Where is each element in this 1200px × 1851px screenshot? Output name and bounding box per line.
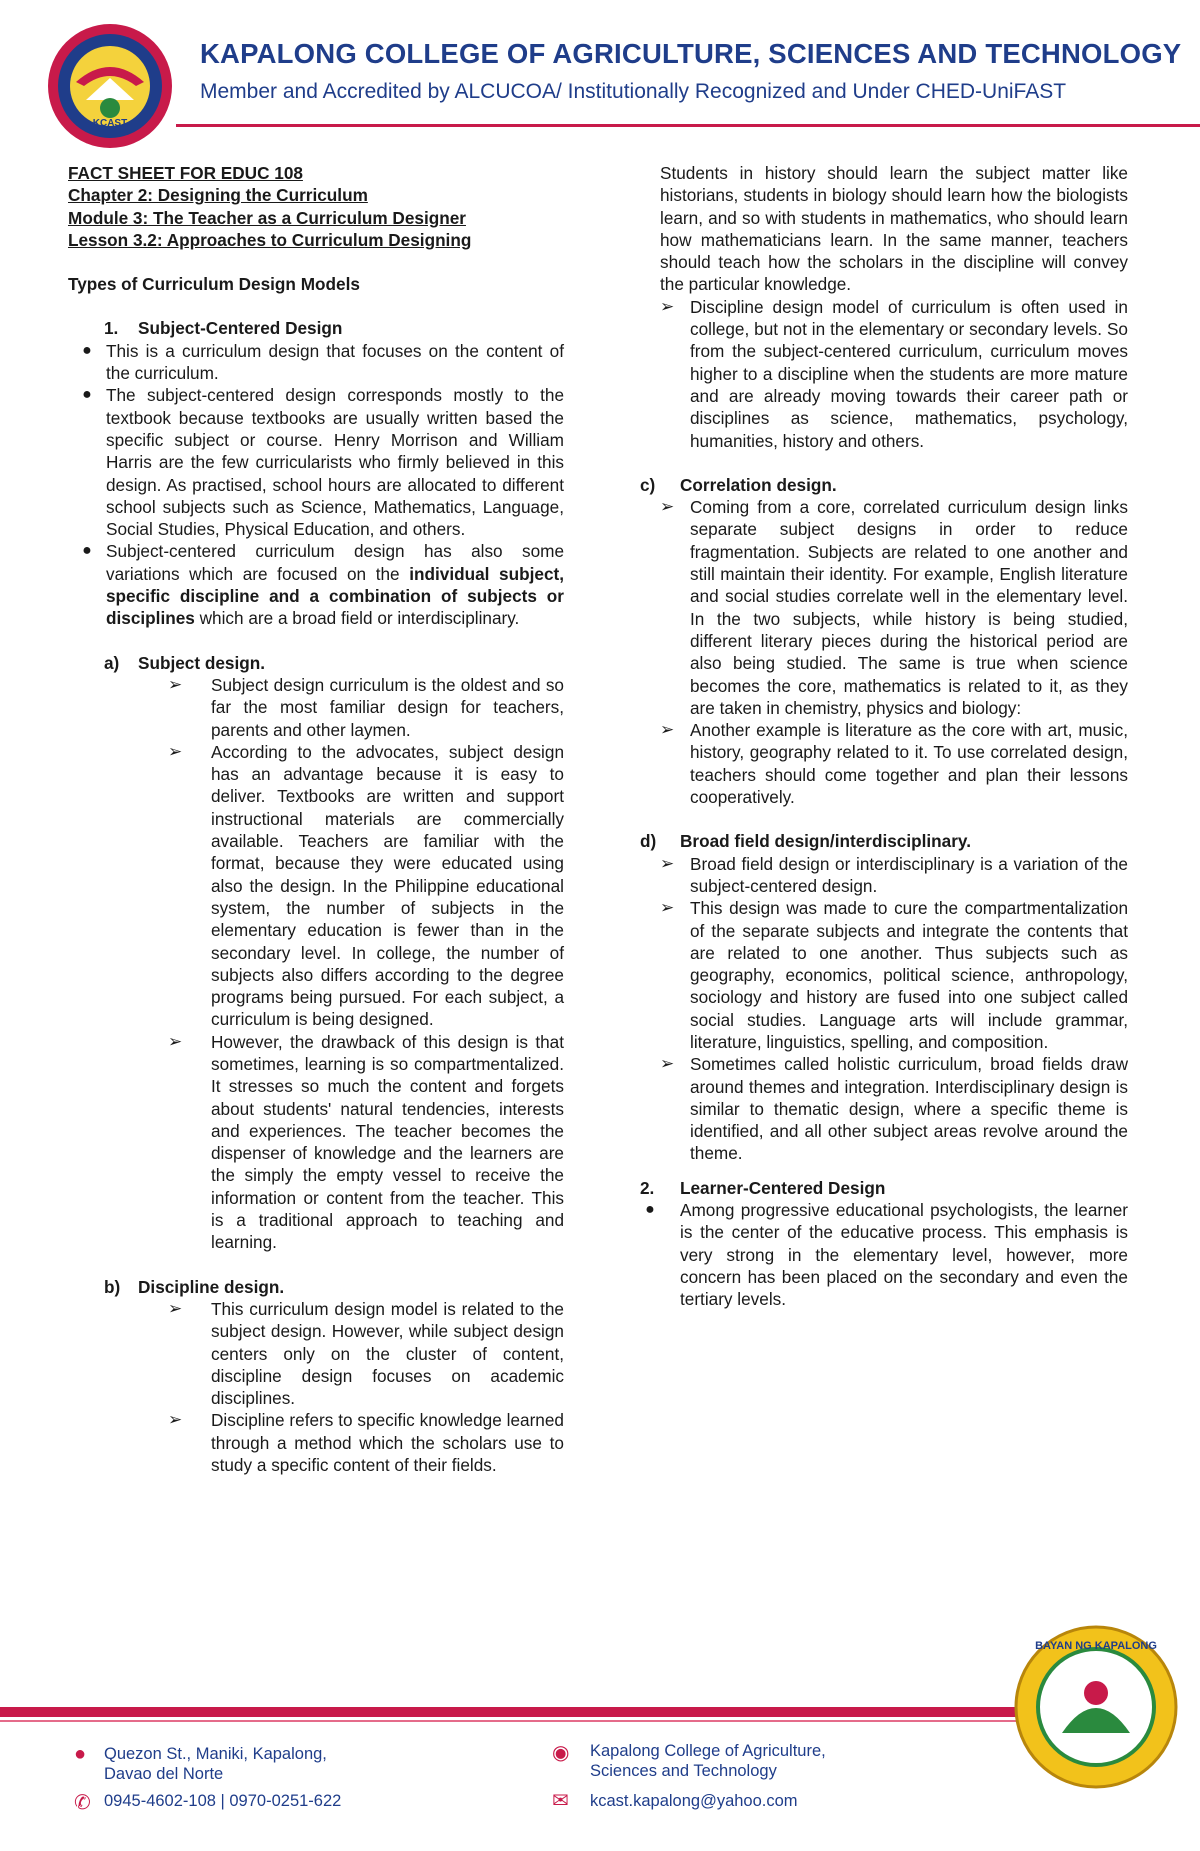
types-heading: Types of Curriculum Design Models <box>68 274 360 295</box>
logo-label: KCAST <box>92 118 128 129</box>
arrow-bullet-icon: ➢ <box>660 853 675 873</box>
address <box>104 1744 327 1784</box>
arrow-item <box>68 1409 564 1476</box>
subsection-title: Broad field design/interdisciplinary. <box>680 831 971 852</box>
school-accreditation: Member and Accredited by ALCUCOA/ Institutionally Recognized and Under CHED-UniFAST <box>200 80 1067 103</box>
lesson-title: Lesson 3.2: Approaches to Curriculum Designing <box>68 229 472 250</box>
section-learner-centered <box>640 1177 1128 1199</box>
facebook-page[interactable] <box>590 1741 826 1781</box>
footer-divider <box>0 1707 1020 1717</box>
bullet-item <box>640 1199 1128 1310</box>
subsection-subject-design <box>68 652 564 674</box>
arrow-text: This design was made to cure the compartmentalization of the separate subjects and integrate the contents that are related to one another. Thus subjects such as geography, economics, political science, anthropology, sociology and history are fused into one subject called social studies. Language arts will include grammar, literature, linguistics, spelling, and composition. <box>690 898 1128 1052</box>
subsection-marker: a) <box>104 652 120 673</box>
email-address[interactable]: kcast.kapalong@yahoo.com <box>590 1792 798 1810</box>
bullet-item <box>68 384 564 540</box>
arrow-bullet-icon: ➢ <box>660 497 675 517</box>
email-icon: ✉ <box>552 1790 569 1812</box>
arrow-item <box>68 1298 564 1409</box>
arrow-bullet-icon: ➢ <box>660 296 675 316</box>
address-line: Quezon St., Maniki, Kapalong, <box>104 1745 327 1763</box>
phone-icon: ✆ <box>74 1792 91 1814</box>
arrow-text: Discipline design model of curriculum is often used in college, but not in the elementary or secondary levels. So from the subject-centered curriculum, curriculum moves higher to a discipline when the students are more mature and are already moving towards their career path or disciplines as science, mathematics, psychology, humanities, history and others. <box>690 296 1128 451</box>
school-name: KAPALONG COLLEGE OF AGRICULTURE, SCIENCES AND TECHNOLOGY <box>200 38 1182 69</box>
facebook-line: Kapalong College of Agriculture, <box>590 1742 826 1760</box>
arrow-text: Another example is literature as the core with art, music, history, geography related to it. To use correlated design, teachers should come together and plan their lessons cooperatively. <box>690 720 1128 808</box>
arrow-bullet-icon: ➢ <box>660 720 675 740</box>
arrow-text: However, the drawback of this design is that sometimes, learning is so compartmentalized. It stresses so much the content and forgets about students' natural tendencies, interests and experiences. The teacher becomes the dispenser of knowledge and the learners are the simply the empty vessel to receive the information or content from the teacher. This is a traditional approach to teaching and learning. <box>211 1031 564 1253</box>
arrow-bullet-icon: ➢ <box>168 1298 183 1318</box>
arrow-item <box>660 719 1128 808</box>
page-header <box>0 0 1200 140</box>
arrow-bullet-icon: ➢ <box>168 1031 183 1051</box>
subsection-discipline-design <box>68 1276 564 1298</box>
subsection-marker: d) <box>640 831 657 852</box>
facebook-icon: ◉ <box>552 1742 570 1764</box>
header-divider <box>176 124 1200 127</box>
bullet-item <box>68 540 564 629</box>
facebook-line: Sciences and Technology <box>590 1762 777 1780</box>
arrow-text: Broad field design or interdisciplinary is a variation of the subject-centered design. <box>690 853 1128 896</box>
section-title: Learner-Centered Design <box>680 1177 886 1198</box>
arrow-bullet-icon: ➢ <box>168 1410 183 1430</box>
subsection-marker: c) <box>640 474 656 495</box>
arrow-item <box>660 1053 1128 1164</box>
arrow-item <box>68 1031 564 1254</box>
seal-text: BAYAN NG KAPALONG <box>1035 1640 1157 1652</box>
right-column <box>640 162 1128 1311</box>
section-number: 1. <box>104 318 119 339</box>
bullet-icon: ● <box>82 542 92 560</box>
section-title: Subject-Centered Design <box>138 318 343 339</box>
arrow-item <box>660 296 1128 452</box>
subsection-marker: b) <box>104 1276 121 1297</box>
arrow-bullet-icon: ➢ <box>168 741 183 761</box>
phone-numbers: 0945-4602-108 | 0970-0251-622 <box>104 1792 342 1810</box>
subsection-title: Discipline design. <box>138 1276 285 1297</box>
arrow-item <box>660 853 1128 898</box>
arrow-text: This curriculum design model is related to the subject design. However, while subject design centers only on the cluster of content, discipline design focuses on academic disciplines. <box>211 1298 564 1409</box>
module-title: Module 3: The Teacher as a Curriculum Designer <box>68 207 466 228</box>
arrow-text: According to the advocates, subject design has an advantage because it is easy to deliver. Textbooks are written and support instructional materials are commercially available. Teachers are familiar with the format, because they were educated using also the design. In the Philippine educational system, the number of subjects in the elementary education is fewer than in the secondary level. In college, the number of subjects also differs according to the degree programs being pursued. For each subject, a curriculum is being designed. <box>211 741 564 1030</box>
footer-divider-thin <box>0 1720 1020 1722</box>
subsection-correlation-design <box>640 474 1128 496</box>
arrow-bullet-icon: ➢ <box>660 1054 675 1074</box>
section-subject-centered <box>68 317 564 339</box>
arrow-item <box>68 674 564 741</box>
arrow-bullet-icon: ➢ <box>168 674 183 694</box>
arrow-text: Subject design curriculum is the oldest and so far the most familiar design for teachers, parents and other laymen. <box>211 674 564 740</box>
bold-variations: individual subject, specific discipline and a combination of subjects or disciplines <box>106 563 565 629</box>
chapter-title: Chapter 2: Designing the Curriculum <box>68 185 368 206</box>
bullet-text: The subject-centered design corresponds mostly to the textbook because textbooks are usually written based the specific subject or course. Henry Morrison and William Harris are the few curricularists who firmly believed in this design. As practised, school hours are allocated to different school subjects such as Science, Mathematics, Language, Social Studies, Physical Education, and others. <box>106 385 564 540</box>
arrow-text: Coming from a core, correlated curriculum design links separate subject designs in order to reduce fragmentation. Subjects are related to one another and still maintain their identity. For example, English literature and social studies correlate well in the elementary level. In the two subjects, while history is being studied, different literary pieces during the historical period are also being studied. The same is true when science becomes the core, mathematics is related to it, as they are taken in chemistry, physics and biology: <box>690 497 1128 718</box>
arrow-text-continued: Students in history should learn the subject matter like historians, students in biology should learn how the biologists learn, and so with students in mathematics, who should learn how mathematicians learn. In the same manner, teachers should teach how the scholars in the discipline will convey the particular knowledge. <box>660 163 1128 295</box>
arrow-bullet-icon: ➢ <box>660 898 675 918</box>
subsection-title: Subject design. <box>138 652 266 673</box>
subsection-title: Correlation design. <box>680 474 837 495</box>
arrow-item <box>660 897 1128 1053</box>
subsection-broad-field-design <box>640 830 1128 852</box>
arrow-text: Discipline refers to specific knowledge learned through a method which the scholars use to study a specific content of their fields. <box>211 1410 564 1476</box>
location-pin-icon: ● <box>74 1743 87 1765</box>
bullet-icon: ● <box>82 386 92 404</box>
arrow-item <box>68 741 564 1031</box>
college-logo <box>46 22 174 150</box>
left-column <box>68 162 564 1476</box>
bullet-icon: ● <box>645 1201 655 1219</box>
address-line: Davao del Norte <box>104 1765 224 1783</box>
doc-title: FACT SHEET FOR EDUC 108 <box>68 163 303 183</box>
section-number: 2. <box>640 1177 655 1198</box>
municipal-seal <box>1012 1623 1180 1791</box>
bullet-item <box>68 340 564 385</box>
bullet-text: Subject-centered curriculum design has also some variations which are focused on the individual subject, specific discipline and a combination of subjects or disciplines which are a broad field or interdisciplinary. <box>106 541 565 629</box>
arrow-text: Sometimes called holistic curriculum, broad fields draw around themes and integration. Interdisciplinary design is similar to thematic design, where a specific theme is identified, and all other subject areas revolve around the theme. <box>690 1054 1128 1164</box>
bullet-text: This is a curriculum design that focuses on the content of the curriculum. <box>106 340 564 384</box>
bullet-text: Among progressive educational psychologists, the learner is the center of the educative process. This emphasis is very strong in the elementary level, however, more concern has been placed on the secondary and even the tertiary levels. <box>680 1200 1128 1310</box>
arrow-item <box>660 496 1128 719</box>
bullet-icon: ● <box>82 341 92 359</box>
